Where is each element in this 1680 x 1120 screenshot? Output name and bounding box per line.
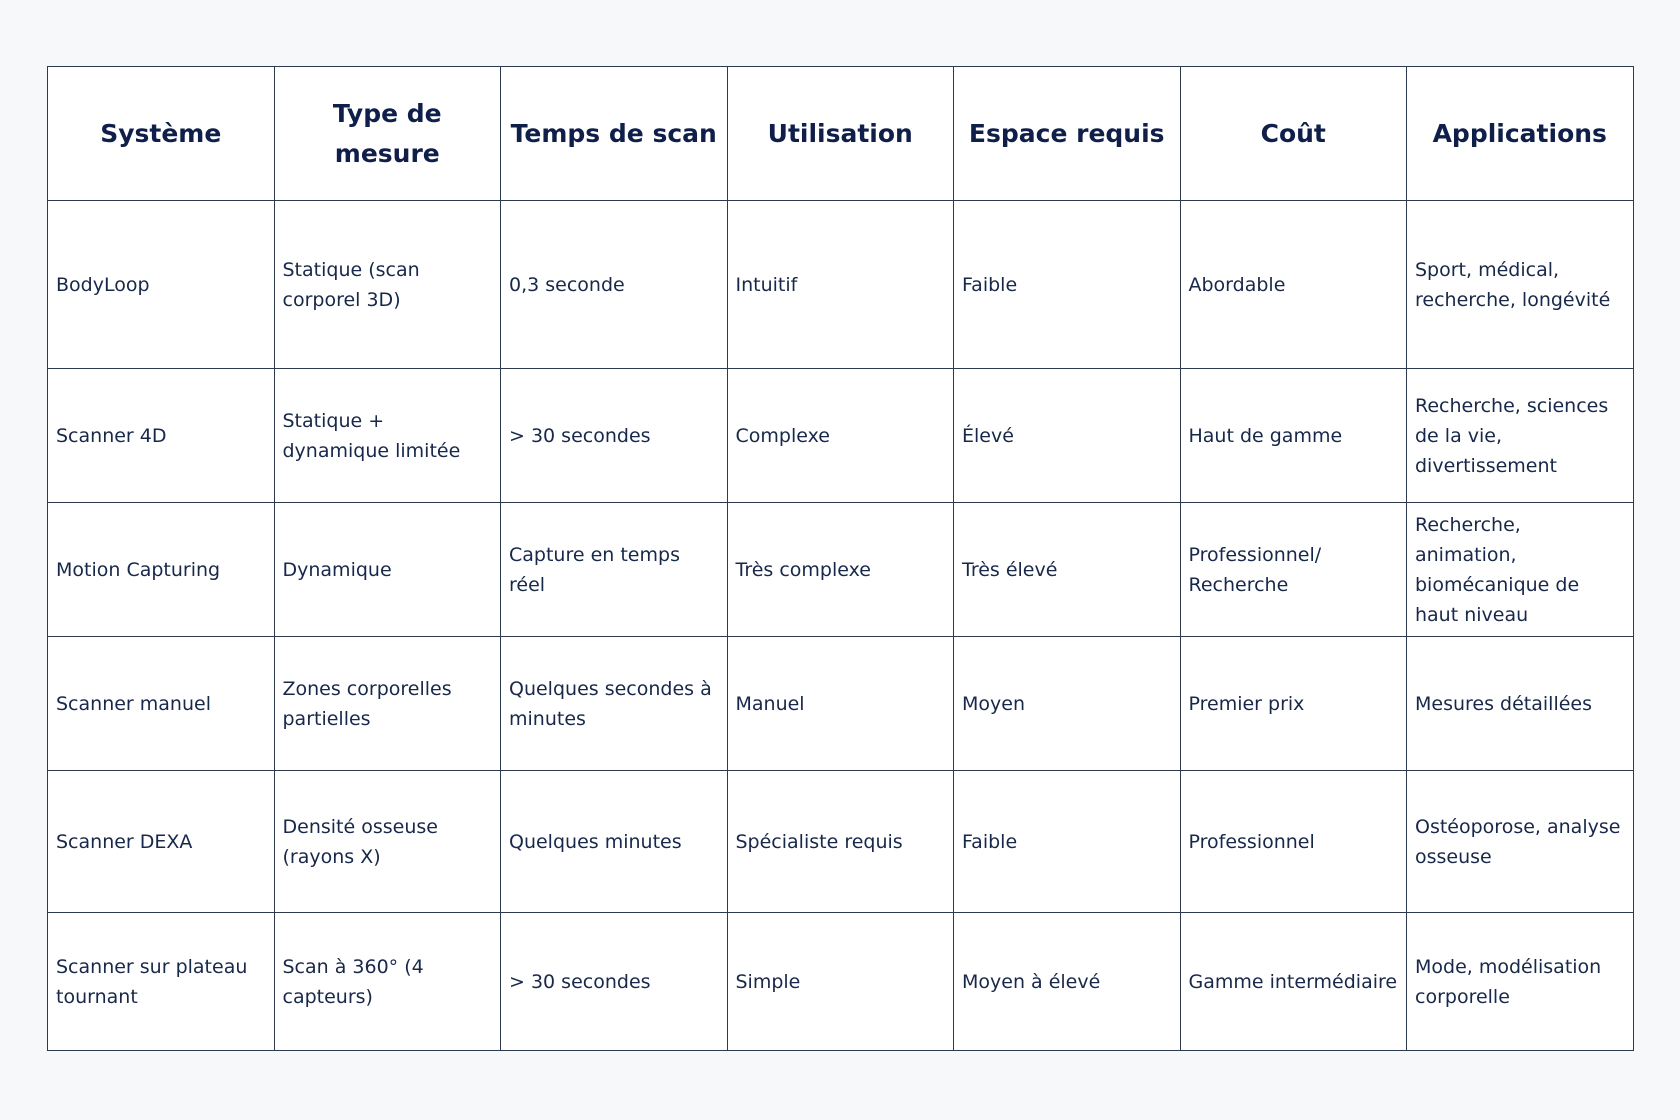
table-cell: Mesures détaillées [1407,637,1634,771]
table-cell: > 30 secondes [501,913,728,1051]
table-cell: Quelques minutes [501,771,728,913]
table-cell: Sport, médical, recherche, longévité [1407,201,1634,369]
table-cell: Gamme intermédiaire [1180,913,1407,1051]
table-cell: Recherche, animation, biomécanique de haut niveau [1407,503,1634,637]
header-temps-de-scan: Temps de scan [501,67,728,201]
table-cell: Très complexe [727,503,954,637]
table-cell: Professionnel [1180,771,1407,913]
table-cell: > 30 secondes [501,369,728,503]
table-cell: Capture en temps réel [501,503,728,637]
table-row [48,201,1634,369]
table-cell: Élevé [954,369,1181,503]
table-cell: 0,3 seconde [501,201,728,369]
table-cell: BodyLoop [48,201,275,369]
comparison-table [47,66,1634,1051]
header-systeme: Système [48,67,275,201]
table-cell: Scan à 360° (4 capteurs) [274,913,501,1051]
table-row [48,637,1634,771]
table-cell: Scanner manuel [48,637,275,771]
comparison-table-container [47,66,1633,1051]
table-cell: Statique + dynamique limitée [274,369,501,503]
table-cell: Dynamique [274,503,501,637]
table-cell: Scanner sur plateau tournant [48,913,275,1051]
table-cell: Ostéoporose, analyse osseuse [1407,771,1634,913]
table-cell: Moyen [954,637,1181,771]
table-cell: Statique (scan corporel 3D) [274,201,501,369]
table-cell: Scanner DEXA [48,771,275,913]
table-cell: Haut de gamme [1180,369,1407,503]
header-cout: Coût [1180,67,1407,201]
header-espace-requis: Espace requis [954,67,1181,201]
header-utilisation: Utilisation [727,67,954,201]
table-cell: Simple [727,913,954,1051]
table-cell: Densité osseuse (rayons X) [274,771,501,913]
table-cell: Premier prix [1180,637,1407,771]
table-row [48,503,1634,637]
table-cell: Manuel [727,637,954,771]
table-cell: Scanner 4D [48,369,275,503]
header-row [48,67,1634,201]
table-cell: Complexe [727,369,954,503]
table-cell: Faible [954,771,1181,913]
table-cell: Zones corporelles partielles [274,637,501,771]
table-cell: Quelques secondes à minutes [501,637,728,771]
table-cell: Abordable [1180,201,1407,369]
table-row [48,771,1634,913]
header-type-de-mesure: Type de mesure [274,67,501,201]
table-row [48,369,1634,503]
table-cell: Très élevé [954,503,1181,637]
table-cell: Mode, modélisation corporelle [1407,913,1634,1051]
table-cell: Spécialiste requis [727,771,954,913]
table-cell: Recherche, sciences de la vie, divertissement [1407,369,1634,503]
table-row [48,913,1634,1051]
header-applications: Applications [1407,67,1634,201]
table-cell: Faible [954,201,1181,369]
table-cell: Moyen à élevé [954,913,1181,1051]
table-cell: Professionnel/ Recherche [1180,503,1407,637]
table-cell: Motion Capturing [48,503,275,637]
table-cell: Intuitif [727,201,954,369]
